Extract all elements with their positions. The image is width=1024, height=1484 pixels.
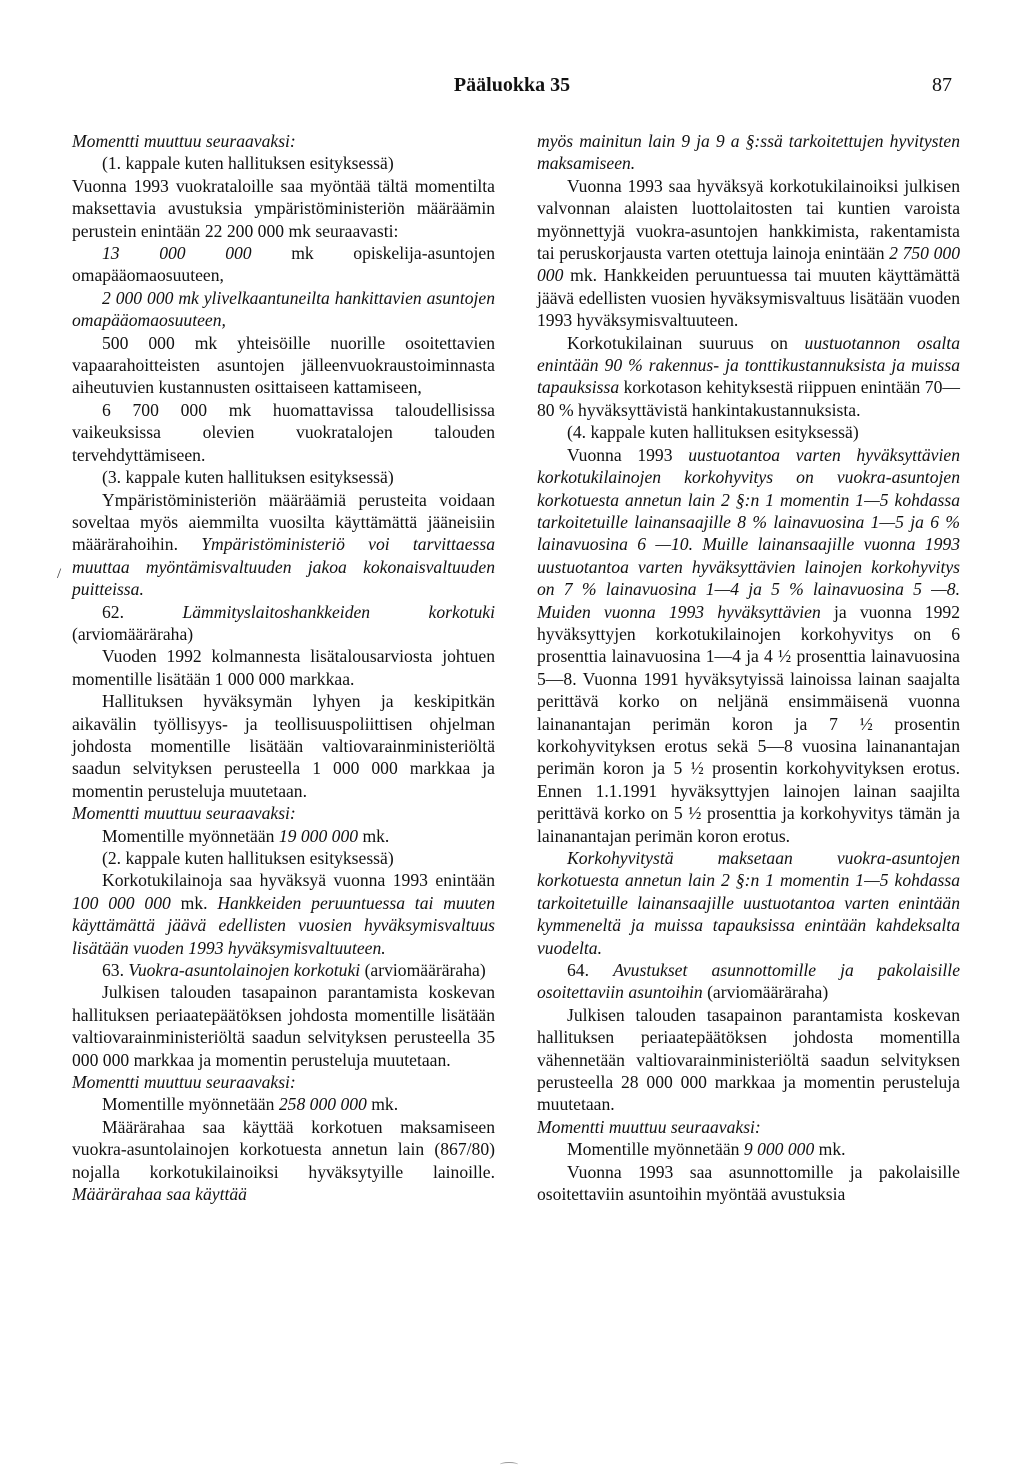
paragraph: Hallituksen hyväksymän lyhyen ja keskipitkän aikavälin työllisyys- ja teollisuuspoliittisen ohjelman johdosta momentille lisätään valtiovarainministeriöltä saadun selvityksen perusteella 1 000 000 markkaa ja momentin perusteluja muutetaan. [72,691,495,801]
paragraph: (2. kappale kuten hallituksen esityksessä) [102,848,394,868]
paragraph [72,242,495,287]
paragraph [537,175,960,332]
paragraph: Momentti muuttuu seuraavaksi: [72,1072,296,1093]
italic-text: uustuotannon osalta enintään 90 % rakennus- ja tonttikustannuksista ja muissa tapauksissa [537,332,960,398]
page-header [72,74,952,104]
text: mk. [366,1094,399,1115]
text: Ympäristöministeriön määräämiä perusteita voidaan soveltaa myös aiemmilta vuosilta käyttämättä jääneisiin määrärahoihin. [72,489,495,555]
section-heading-64 [537,959,960,1004]
paragraph: (3. kappale kuten hallituksen esityksessä) [102,467,394,488]
paragraph: Vuonna 1993 saa asunnottomille ja pakolaisille osoitettaviin asuntoihin myöntää avustuksia [537,1161,960,1205]
page-number: 87 [932,74,952,96]
section-heading-62 [72,601,495,646]
paragraph [72,1116,495,1206]
paragraph [72,489,495,601]
section-type: (arviomääräraha) [72,623,194,644]
section-title: Lämmityslaitoshankkeiden korkotuki [182,601,495,622]
paragraph: 500 000 mk yhteisöille nuorille osoitettavien vapaarahoitteisten asuntojen jälleenvuokraustoiminnasta aiheutuvien kustannusten osittaiseen kattamiseen, [72,332,495,398]
text: Vuonna 1993 saa hyväksyä korkotukilainoiksi julkisen valvonnan alaisten luottolaitosten tai kuntien varoista myönnettyjä vuokra-asuntojen hankkimista, rakentamista tai peruskorjausta varten otettuja lainoja enintään [537,175,960,264]
amount: 2 750 000 000 [537,243,960,286]
text: mk. [814,1139,846,1160]
paragraph: 6 700 000 mk huomattavissa taloudellisissa vaikeuksissa olevien vuokratalojen talouden tervehdyttämiseen. [72,399,495,465]
paragraph: Momentti muuttuu seuraavaksi: [72,131,296,151]
paragraph: Vuonna 1993 vuokrataloille saa myöntää tältä momentilta maksettavia avustuksia ympäristöministeriön määräämin perustein enintään 22 200 000 mk seuraavasti: [72,175,495,241]
page-footer-mark [500,1462,518,1467]
paragraph: Korkohyvitystä maksetaan vuokra-asuntojen korkotuesta annetun lain 2 §:n 1 momentin 1—5 kohdassa tarkoitetuille lainansaajille uustuotantoa varten enintään kymmeneltä ja muissa tapauksissa enintään kahdeksalta vuodelta. [537,848,960,958]
paragraph [72,869,495,959]
amount: 100 000 000 [72,892,171,913]
italic-text: Hankkeiden peruuntuessa tai muuten käyttämättä jäävä edellisten vuosien hyväksymisvaltuus lisätään vuoden 1993 hyväksymisvaltuuteen. [72,892,495,958]
text: korkotason kehityksestä riippuen enintään 70—80 % hyväksyttävistä hankintakustannuksista. [537,377,960,420]
text: Momentille myönnetään [102,825,279,846]
amount: 258 000 000 [278,1094,367,1115]
paragraph: Momentti muuttuu seuraavaksi: [537,1116,761,1137]
paragraph: Julkisen talouden tasapainon parantamista koskevan hallituksen periaatepäätöksen johdosta momentilla vähennetään valtiovarainministeriöltä saadun selvityksen perusteella 28 000 000 markkaa ja momentin perusteluja muutetaan. [537,1004,960,1115]
italic-text: Määrärahaa saa käyttää [72,1184,247,1205]
section-heading-63 [72,959,495,981]
section-number: 64. [567,960,614,981]
paragraph [537,444,960,847]
paragraph [537,332,960,422]
section-title: Avustukset asunnottomille ja pakolaisille osoitettaviin asuntoihin [537,960,961,1003]
text: Korkotukilainoja saa hyväksyä vuonna 1993 enintään [102,870,495,891]
text: mk. [358,825,390,846]
paragraph: (4. kappale kuten hallituksen esityksessä) [567,422,859,443]
text: Momentille myönnetään [102,1094,279,1115]
paragraph: 2 000 000 mk ylivelkaantuneilta hankittavien asuntojen omapääomaosuuteen, [72,287,495,331]
paragraph: Vuoden 1992 kolmannesta lisätalousarviosta johtuen momentille lisätään 1 000 000 markkaa. [72,646,495,689]
text: Momentille myönnetään [567,1139,744,1160]
amount: 19 000 000 [278,825,359,846]
left-column [72,130,495,1206]
text: Määrärahaa saa käyttää korkotuen maksamiseen vuokra-asuntolainojen korkotuesta annetun lain (867/80) nojalla korkotukilainoiksi hyväksytyille lainoille. [72,1116,495,1182]
paragraph [72,1093,495,1115]
section-number: 63. [102,960,129,981]
amount: 13 000 000 [102,243,252,264]
paragraph: Julkisen talouden tasapainon parantamista koskevan hallituksen periaatepäätöksen johdosta momentille lisätään valtiovarainministeriöltä saadun selvityksen perusteella 35 000 000 markkaa ja momentin perusteluja muutetaan. [72,982,495,1070]
section-type: (arviomääräraha) [360,960,486,981]
margin-mark: / [57,566,62,582]
text: mk opiskelija-asuntojen omapääomaosuuteen, [72,243,495,286]
text: mk. Hankkeiden peruuntuessa tai muuten käyttämättä jäävä edellisten vuosien hyväksymisvaltuus lisätään vuoden 1993 hyväksymisvaltuuteen. [537,265,960,331]
paragraph: Momentti muuttuu seuraavaksi: [72,803,296,824]
section-title: Pääluokka 35 [453,74,571,96]
italic-text: Ympäristöministeriö voi tarvittaessa muuttaa myöntämisvaltuuden jakoa kokonaisvaltuuden puitteissa. [72,534,495,600]
text: Korkotukilainan suuruus on [567,332,805,353]
paragraph: (1. kappale kuten hallituksen esityksessä) [102,153,394,174]
section-number: 62. [102,601,183,622]
paragraph [72,825,495,847]
text: Vuonna 1993 [567,444,689,465]
section-title: Vuokra-asuntolainojen korkotuki [128,960,361,981]
right-column [537,130,960,1206]
section-type: (arviomääräraha) [702,982,829,1003]
amount: 9 000 000 [743,1139,815,1160]
text: ja vuonna 1992 hyväksyttyjen korkotukilainojen korkohyvitys on 6 prosenttia lainavuosina 1—4 ja 4 ½ prosenttia lainavuosina 5—8. Vuonna 1991 hyväksytyissä lainoissa lainan saajalta perittävä korko on neljänä ensimmäisenä vuonna lainanantajan perimän koron ja 7 ½ prosentin korkohyvityksen erotus sekä 5—8 vuosina lainanantajan perimän koron ja 5 ½ prosentin korkohyvityksen erotus. Ennen 1.1.1991 hyväksyttyjen lainojen lainan saajilta perittävä korko on 5 ½ prosenttia ja korkohyvitys tämän ja lainanantajan perimän koron erotus. [537,601,960,846]
paragraph: myös mainitun lain 9 ja 9 a §:ssä tarkoitettujen hyvitysten maksamiseen. [537,131,960,174]
italic-text: uustuotantoa varten hyväksyttävien korkotukilainojen korkohyvitys on vuokra-asuntojen korkotuesta annetun lain 2 §:n 1 momentin 1—5 kohdassa tarkoitetuille lainansaajille 8 % lainavuosina 1—5 ja 6 % lainavuosina 6 —10. Muille lainansaajille vuonna 1993 uustuotantoa varten hyväksyttävien lainojen korkohyvitys on 7 % lainavuosina 1—4 ja 5 % lainavuosina 5 —8. Muiden vuonna 1993 hyväksyttävien [537,444,960,622]
paragraph [537,1138,960,1160]
text: mk. [170,892,218,913]
